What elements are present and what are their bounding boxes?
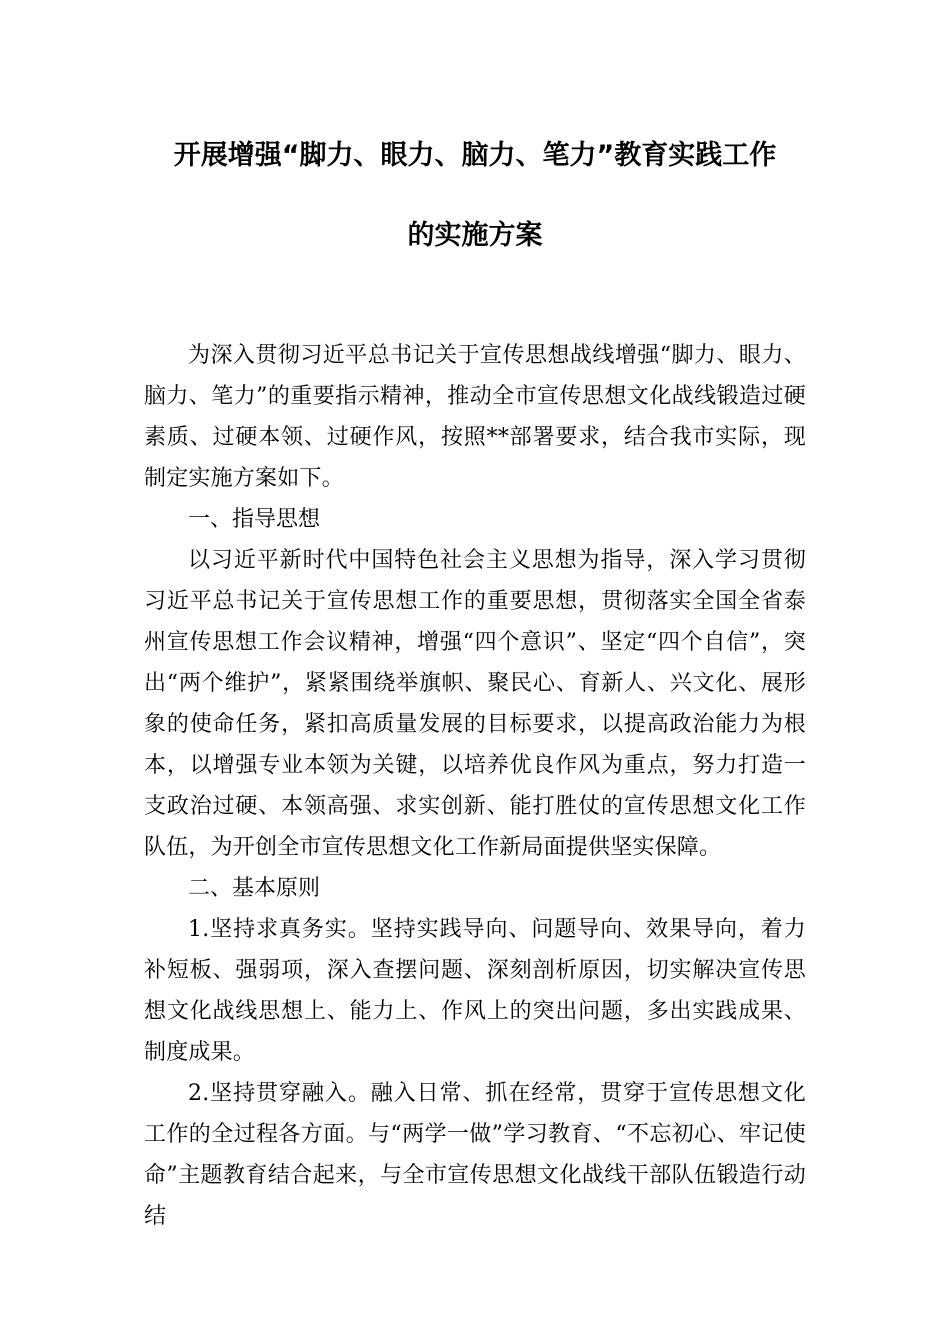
principle-1-paragraph: 1.坚持求真务实。坚持实践导向、问题导向、效果导向，着力补短板、强弱项，深入查摆问题、深刻剖析原因，切实解决宣传思想文化战线思想上、能力上、作风上的突出问题，多出实践成果、制度成果。	[144, 917, 806, 1065]
intro-paragraph: 为深入贯彻习近平总书记关于宣传思想战线增强“脚力、眼力、脑力、笔力”的重要指示精神，推动全市宣传思想文化战线锻造过硬素质、过硬本领、过硬作风，按照**部署要求，结合我市实际，现制定实施方案如下。	[144, 343, 806, 491]
principle-2-paragraph: 2.坚持贯穿融入。融入日常、抓在经常，贯穿于宣传思想文化工作的全过程各方面。与“两学一做”学习教育、“不忘初心、牢记使命”主题教育结合起来，与全市宣传思想文化战线干部队伍锻造行动结	[144, 1081, 806, 1229]
document-title-line-2: 的实施方案	[407, 220, 543, 251]
section-heading-basic-principles: 二、基本原则	[188, 876, 321, 901]
section-heading-guiding-ideology: 一、指导思想	[188, 507, 321, 532]
document-title-line-1: 开展增强“脚力、眼力、脑力、笔力”教育实践工作	[173, 140, 777, 171]
document-body	[144, 335, 806, 1237]
guiding-ideology-paragraph: 以习近平新时代中国特色社会主义思想为指导，深入学习贯彻习近平总书记关于宣传思想工作的重要思想，贯彻落实全国全省泰州宣传思想工作会议精神，增强“四个意识”、坚定“四个自信”，突出“两个维护”，紧紧围绕举旗帜、聚民心、育新人、兴文化、展形象的使命任务，紧扣高质量发展的目标要求，以提高政治能力为根本，以增强专业本领为关键，以培养优良作风为重点，努力打造一支政治过硬、本领高强、求实创新、能打胜仗的宣传思想文化工作队伍，为开创全市宣传思想文化工作新局面提供坚实保障。	[144, 548, 806, 860]
